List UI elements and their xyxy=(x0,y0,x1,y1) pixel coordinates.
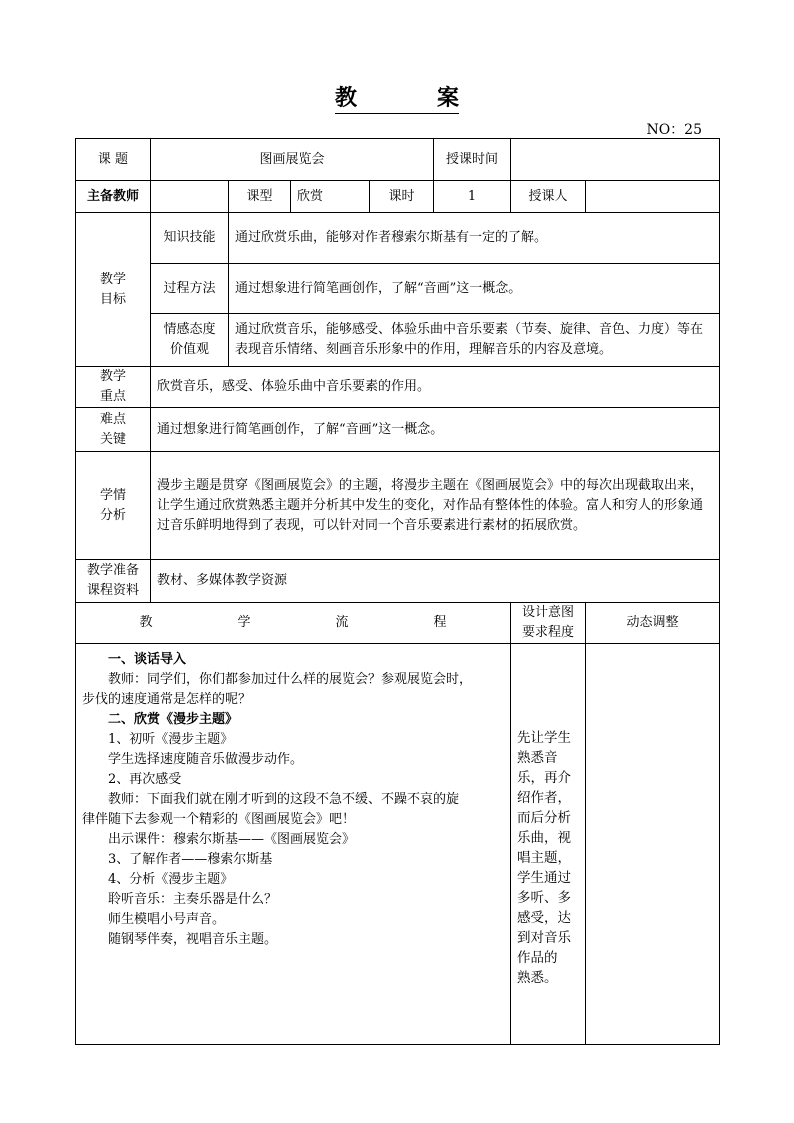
difficulty-label-line2: 关键 xyxy=(99,431,126,447)
row-goal-process xyxy=(76,264,720,314)
adjust-header: 动态调整 xyxy=(586,603,720,644)
design-line-6: 到对音乐作品的 xyxy=(517,930,572,966)
focus-label-line2: 重点 xyxy=(99,389,126,404)
lesson-number: NO：25 xyxy=(646,122,702,138)
design-line-2: 乐，再介绍作者， xyxy=(517,770,572,806)
flow-line-2: 步伐的速度通常是怎样的呢？ xyxy=(82,692,252,707)
flow-header-c2: 学 xyxy=(237,615,251,630)
row-teacher xyxy=(76,181,720,213)
goals-label xyxy=(76,213,151,367)
design-header-line2: 要求程度 xyxy=(522,625,575,640)
knowledge-text: 通过欣赏乐曲，能够对作者穆索尔斯基有一定的了解。 xyxy=(229,213,720,264)
flow-content xyxy=(76,644,511,1045)
flow-line-5: 2、再次感受 xyxy=(108,772,182,787)
lecturer-label: 授课人 xyxy=(511,181,586,213)
flow-line-1: 教师：同学们，你们都参加过什么样的展览会？参观展览会时， xyxy=(108,672,473,687)
teacher-label: 主备教师 xyxy=(76,181,151,213)
row-analysis xyxy=(76,452,720,560)
flow-section-1: 一、谈话导入 xyxy=(108,652,187,667)
type-label: 课型 xyxy=(229,181,291,213)
row-focus xyxy=(76,367,720,408)
flow-line-9: 3、了解作者——穆索尔斯基 xyxy=(108,852,273,867)
flow-line-13: 随钢琴伴奏，视唱音乐主题。 xyxy=(108,932,278,947)
flow-line-3: 1、初听《漫步主题》 xyxy=(108,732,234,747)
lecturer-value xyxy=(586,181,720,213)
focus-label xyxy=(76,367,151,408)
adjust-content xyxy=(586,644,720,1045)
design-line-1: 先让学生熟悉音 xyxy=(517,730,572,766)
emotion-label-line1: 情感态度 xyxy=(163,322,216,337)
materials-label-line1: 教学准备 xyxy=(86,563,139,578)
row-topic xyxy=(76,139,720,181)
design-header-line1: 设计意图 xyxy=(522,605,575,620)
flow-line-4: 学生选择速度随音乐做漫步动作。 xyxy=(108,752,304,767)
flow-header-c3: 流 xyxy=(335,615,349,630)
page-title xyxy=(0,84,794,114)
row-flow-body xyxy=(76,644,720,1045)
design-content xyxy=(511,644,586,1045)
title-left-char: 教 xyxy=(334,85,357,111)
goals-label-line2: 目标 xyxy=(99,291,126,307)
flow-header-c4: 程 xyxy=(433,615,447,630)
time-value xyxy=(511,139,720,181)
emotion-label xyxy=(151,314,229,367)
difficulty-label-line1: 难点 xyxy=(99,411,126,427)
analysis-label xyxy=(76,452,151,560)
flow-section-2: 二、欣赏《漫步主题》 xyxy=(108,712,239,727)
flow-header-title xyxy=(76,603,511,644)
flow-line-12: 师生模唱小号声音。 xyxy=(108,912,226,927)
flow-line-7: 律伴随下去参观一个精彩的《图画展览会》吧！ xyxy=(82,812,356,827)
process-label: 过程方法 xyxy=(151,264,229,314)
flow-line-11: 聆听音乐：主奏乐器是什么？ xyxy=(108,892,278,907)
lesson-plan-table xyxy=(75,138,720,1045)
type-value: 欣赏 xyxy=(291,181,370,213)
design-line-4: 唱主题，学生通过 xyxy=(517,850,572,886)
flow-header-c1: 教 xyxy=(139,615,153,630)
knowledge-label: 知识技能 xyxy=(151,213,229,264)
topic-label: 课 题 xyxy=(76,139,151,181)
hours-value: 1 xyxy=(434,181,511,213)
analysis-label-line1: 学情 xyxy=(99,487,126,503)
analysis-text: 漫步主题是贯穿《图画展览会》的主题，将漫步主题在《图画展览会》中的每次出现截取出来，让学生通过欣赏熟悉主题并分析其中发生的变化，对作品有整体性的体验。富人和穷人的形象通过音乐鲜明地得到了表现，可以针对同一个音乐要素进行素材的拓展欣赏。 xyxy=(151,452,720,560)
difficulty-label xyxy=(76,408,151,452)
materials-label-line2: 课程资料 xyxy=(86,583,139,598)
design-line-7: 熟悉。 xyxy=(517,970,558,986)
focus-text: 欣赏音乐，感受、体验乐曲中音乐要素的作用。 xyxy=(151,367,720,408)
materials-text: 教材、多媒体教学资源 xyxy=(151,560,720,603)
hours-label: 课时 xyxy=(370,181,434,213)
row-materials xyxy=(76,560,720,603)
flow-line-10: 4、分析《漫步主题》 xyxy=(108,872,234,887)
flow-line-8: 出示课件：穆索尔斯基——《图画展览会》 xyxy=(108,832,356,847)
teacher-value xyxy=(151,181,229,213)
row-difficulty xyxy=(76,408,720,452)
materials-label xyxy=(76,560,151,603)
title-right-char: 案 xyxy=(437,85,460,111)
design-line-3: 而后分析乐曲，视 xyxy=(517,810,572,846)
design-line-5: 多听、多感受，达 xyxy=(517,890,572,926)
row-flow-header xyxy=(76,603,720,644)
difficulty-text: 通过想象进行简笔画创作，了解“音画”这一概念。 xyxy=(151,408,720,452)
title-underlined xyxy=(335,84,459,112)
focus-label-line1: 教学 xyxy=(99,369,126,384)
goals-label-line1: 教学 xyxy=(99,271,126,287)
emotion-label-line2: 价值观 xyxy=(169,342,209,357)
analysis-label-line2: 分析 xyxy=(99,507,126,523)
process-text: 通过想象进行简笔画创作，了解“音画”这一概念。 xyxy=(229,264,720,314)
design-header xyxy=(511,603,586,644)
flow-line-6: 教师：下面我们就在刚才听到的这段不急不缓、不躁不哀的旋 xyxy=(108,792,460,807)
time-label: 授课时间 xyxy=(434,139,511,181)
topic-value: 图画展览会 xyxy=(151,139,434,181)
emotion-text: 通过欣赏音乐，能够感受、体验乐曲中音乐要素（节奏、旋律、音色、力度）等在表现音乐情绪、刻画音乐形象中的作用，理解音乐的内容及意境。 xyxy=(229,314,720,367)
row-goal-knowledge xyxy=(76,213,720,264)
row-goal-emotion xyxy=(76,314,720,367)
